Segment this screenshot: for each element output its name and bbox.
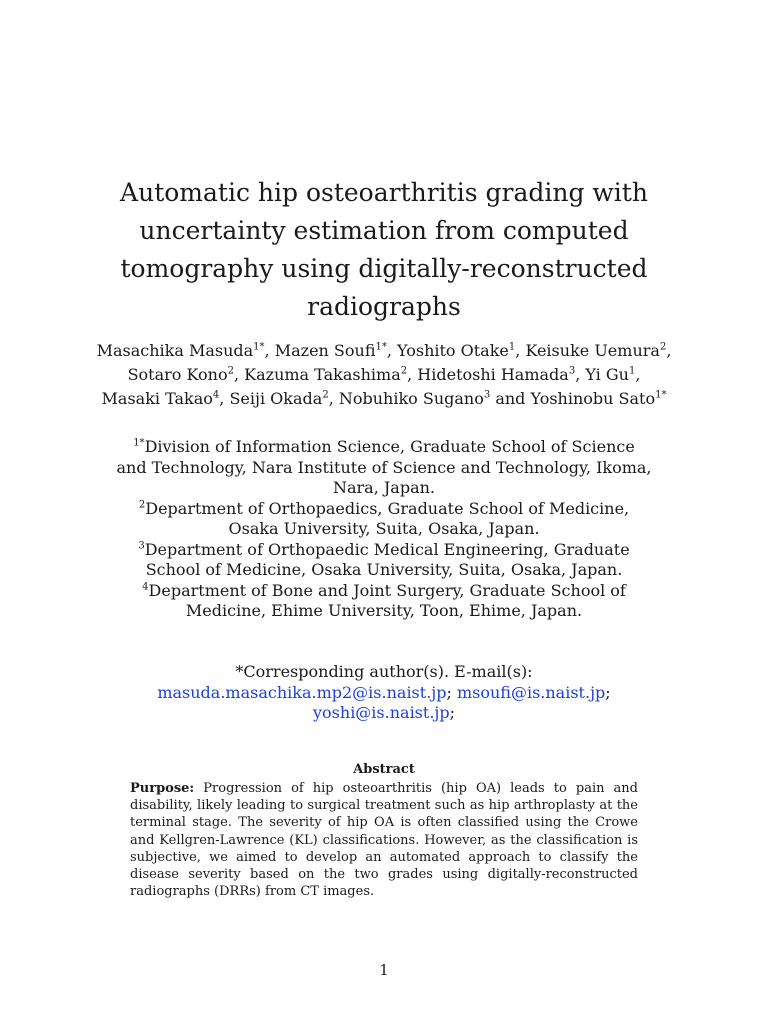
affiliation xyxy=(116,540,652,581)
author-mark: 4 xyxy=(212,389,220,401)
author-mark: 3 xyxy=(483,389,491,401)
page-number: 1 xyxy=(379,961,389,979)
author-mark: 2 xyxy=(659,341,667,353)
affiliation-list xyxy=(116,437,652,622)
author: Keisuke Uemura xyxy=(525,341,660,360)
author: Mazen Soufi xyxy=(274,341,376,360)
email-link[interactable]: masuda.masachika.mp2@is.naist.jp xyxy=(157,682,447,702)
paper-title: Automatic hip osteoarthritis grading with uncertainty estimation from computed tomography using digitally-reconstructed radiographs xyxy=(120,178,648,321)
affiliation-text: Department of Orthopaedic Medical Engineering, Graduate School of Medicine, Osaka University, Suita, Osaka, Japan. xyxy=(144,539,630,579)
author: Kazuma Takashima xyxy=(244,365,401,384)
purpose-text: Progression of hip osteoarthritis (hip OA) leads to pain and disability, likely leading to surgical treatment such as hip arthroplasty at the terminal stage. The severity of hip OA is often classified using the Crowe and Kellgren-Lawrence (KL) classifications. However, as the classification is subjective, we aimed to develop an automated approach to classify the disease severity based on the two grades using digitally-reconstructed radiographs (DRRs) from CT images. xyxy=(130,781,638,900)
author: Yoshinobu Sato xyxy=(530,389,656,408)
author: Seiji Okada xyxy=(229,389,323,408)
affiliation xyxy=(116,581,652,622)
email-link[interactable]: yoshi@is.naist.jp xyxy=(313,703,450,722)
affiliation-mark: 3 xyxy=(138,540,145,552)
author: Yoshito Otake xyxy=(397,341,509,360)
affiliation-mark: 1* xyxy=(133,437,145,449)
corresponding-label: *Corresponding author(s). E-mail(s): xyxy=(235,662,533,681)
purpose-label: Purpose: xyxy=(130,781,195,796)
affiliation-text: Department of Orthopaedics, Graduate School of Medicine, Osaka University, Suita, Osaka, Japan. xyxy=(145,498,630,538)
corresponding-authors: *Corresponding author(s). E-mail(s): masuda.masachika.mp2@is.naist.jp; msoufi@is.naist.jp; yoshi@is.naist.jp; xyxy=(116,662,652,724)
author-mark: 2 xyxy=(400,365,408,377)
author: Hidetoshi Hamada xyxy=(417,365,569,384)
author: Sotaro Kono xyxy=(127,365,228,384)
abstract-body xyxy=(130,780,638,900)
author-mark: 2 xyxy=(322,389,329,401)
and-word: and xyxy=(495,389,526,408)
affiliation-mark: 4 xyxy=(142,581,149,593)
author-list: Masachika Masuda$^{1*}$, Mazen Soufi$^{1*}$, Yoshito Otake$^1$, Keisuke Uemura$^2$, Sotaro Kono$^2$, Kazuma Takashima$^2$, Hidetoshi Hamada$^3$, Yi Gu$^1$, Masaki Takao$^4$, Seiji Okada$^2$, Nobuhiko Sugano$^3$ and Yoshinobu Sato$^{1*}$ xyxy=(96,341,672,408)
abstract-heading: Abstract xyxy=(353,762,415,777)
author-mark: 1 xyxy=(508,341,516,353)
affiliation xyxy=(116,437,652,499)
affiliation xyxy=(116,499,652,540)
author: Masaki Takao xyxy=(101,389,213,408)
author-mark: 1* xyxy=(253,341,265,353)
author-mark: 1* xyxy=(655,389,667,401)
author-mark: 1* xyxy=(375,341,387,353)
affiliation-text: Department of Bone and Joint Surgery, Graduate School of Medicine, Ehime University, Toon, Ehime, Japan. xyxy=(148,580,626,620)
author: Yi Gu xyxy=(585,365,629,384)
author-mark: 3 xyxy=(568,365,576,377)
affiliation-text: Division of Information Science, Graduate School of Science and Technology, Nara Institute of Science and Technology, Ikoma, Nara, Japan. xyxy=(116,437,652,497)
author: Masachika Masuda xyxy=(96,341,254,360)
affiliation-mark: 2 xyxy=(138,499,146,511)
author-mark: 2 xyxy=(227,365,234,377)
author: Nobuhiko Sugano xyxy=(338,389,484,408)
email-link[interactable]: msoufi@is.naist.jp xyxy=(456,682,606,702)
author-mark: 1 xyxy=(628,365,636,377)
